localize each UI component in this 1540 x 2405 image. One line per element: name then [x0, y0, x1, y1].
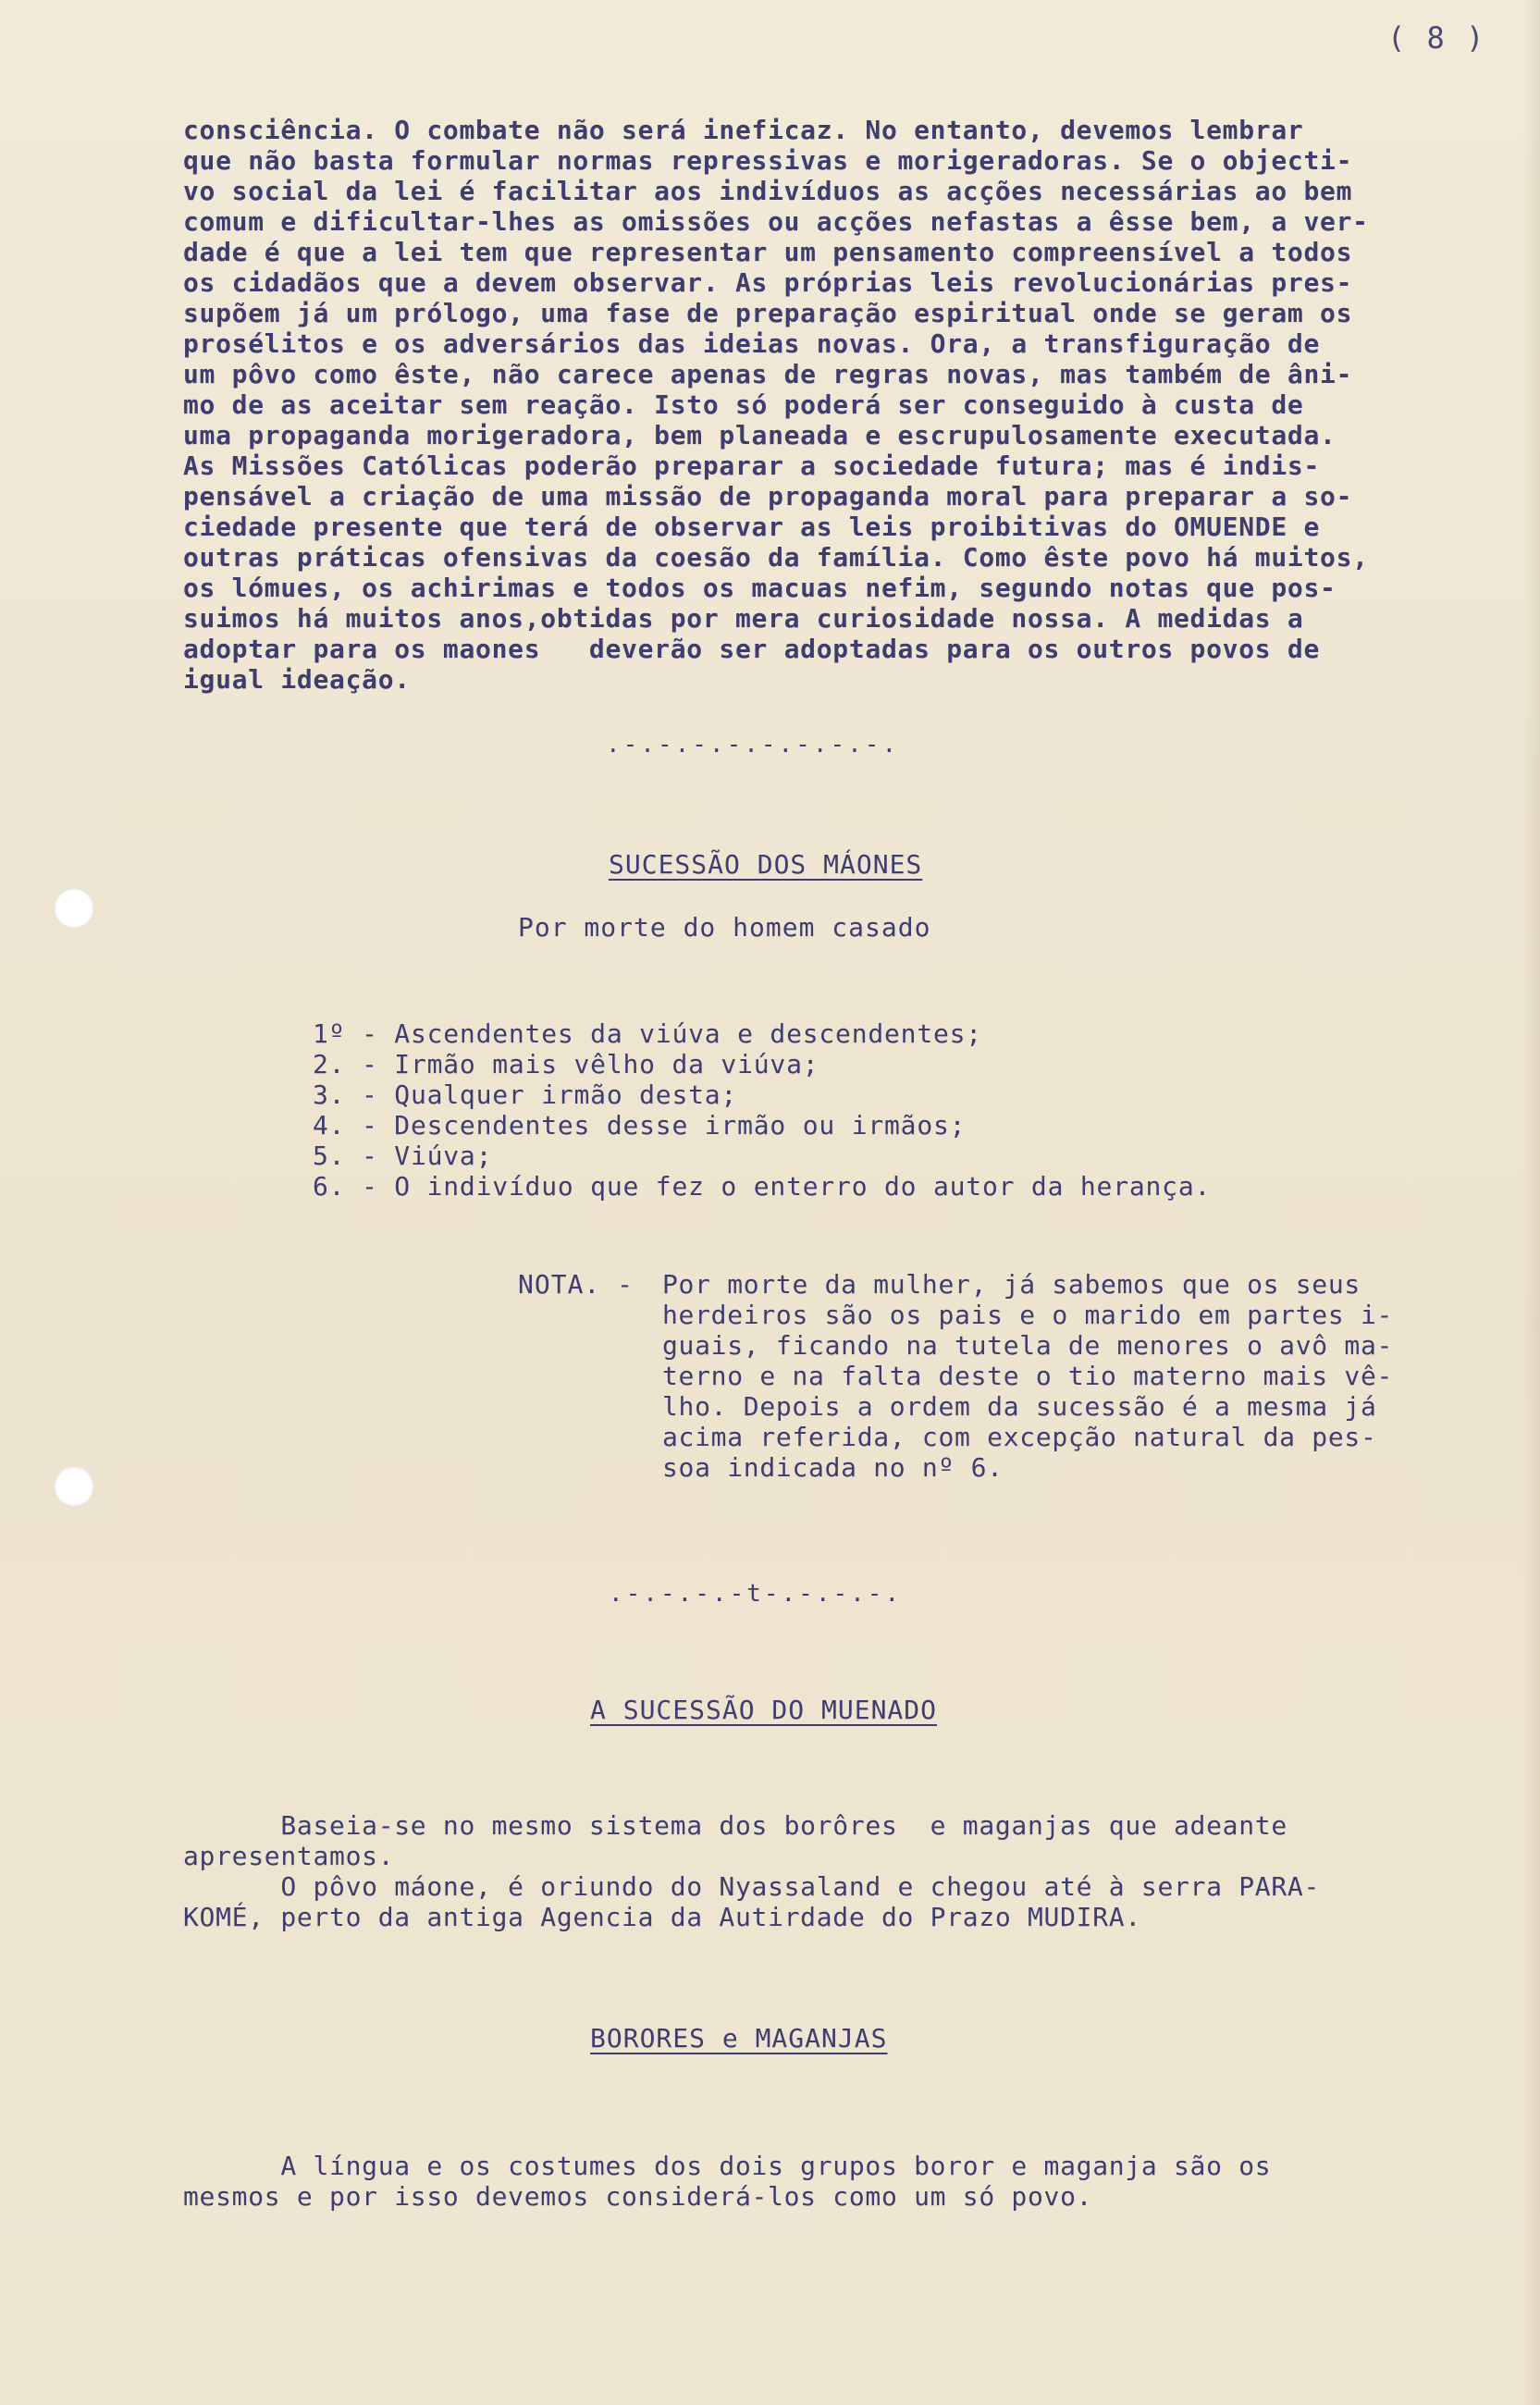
section-title-sucessao-dos-maones: SUCESSÃO DOS MÁONES — [609, 849, 923, 880]
section-title-borores-maganjas: BORORES e MAGANJAS — [590, 2023, 888, 2054]
lingua-paragraph: A língua e os costumes dos dois grupos boror e maganja são os mesmos e por isso devemos considerá-los como um só povo. — [183, 2151, 1272, 2212]
section-title-sucessao-do-muenado: A SUCESSÃO DO MUENADO — [590, 1695, 938, 1725]
list-item: 3. - Qualquer irmão desta; — [313, 1079, 738, 1110]
punch-hole-bottom — [54, 1466, 94, 1507]
separator-1: .-.-.-.-.-.-.-.-. — [606, 731, 900, 758]
punch-hole-top — [54, 888, 94, 929]
povo-origin-paragraph: O pôvo máone, é oriundo do Nyassaland e chegou até à serra PARA- KOMÉ, perto da antiga Agencia da Autirdade do Prazo MUDIRA. — [183, 1871, 1321, 1932]
paper-edge-shadow — [1523, 0, 1540, 2405]
muenado-paragraph: Baseia-se no mesmo sistema dos borôres e maganjas que adeante apresentamos. — [183, 1810, 1287, 1871]
list-item: 2. - Irmão mais vêlho da viúva; — [313, 1049, 819, 1079]
list-item: 6. - O indivíduo que fez o enterro do autor da herança. — [313, 1171, 1212, 1202]
list-item: 4. - Descendentes desse irmão ou irmãos; — [313, 1110, 967, 1141]
page-number: ( 8 ) — [1387, 20, 1486, 56]
note-text: Por morte da mulher, já sabemos que os seus herdeiros são os pais e o marido em partes i- guais, ficando na tutela de menores o avô ma- terno e na falta deste o tio materno mais vê- lho. Depois a ordem da sucessão é a mesma já acima referida, com excepção natural da pes- soa indicada no nº 6. — [662, 1269, 1394, 1483]
list-item: 5. - Viúva; — [313, 1141, 493, 1171]
section-subtitle: Por morte do homem casado — [518, 912, 931, 943]
note-label: NOTA. - — [518, 1269, 634, 1300]
list-item: 1º - Ascendentes da viúva e descendentes; — [313, 1018, 982, 1049]
succession-list — [313, 1018, 1211, 1202]
separator-2: .-.-.-.-t-.-.-.-. — [609, 1580, 903, 1608]
intro-paragraph: consciência. O combate não será ineficaz. No entanto, devemos lembrar que não basta formular normas repressivas e morigeradoras. Se o objecti- vo social da lei é facilitar aos indivíduos as acções necessárias ao bem comum e dificultar-lhes as omissões ou acções nefastas a êsse bem, a ver- dade é que a lei tem que representar um pensamento compreensível a todos os cidadãos que a devem observar. As próprias leis revolucionárias pres- supõem já um prólogo, uma fase de preparação espiritual onde se geram os prosélitos e os adversários das ideias novas. Ora, a transfiguração de um pôvo como êste, não carece apenas de regras novas, mas também de âni- mo de as aceitar sem reação. Isto só poderá ser conseguido à custa de uma propaganda morigeradora, bem planeada e escrupulosamente executada. As Missões Católicas poderão preparar a sociedade futura; mas é indis- pensável a criação de uma missão de propaganda moral para preparar a so- ciedade presente que terá de observar as leis proibitivas do OMUENDE e outras práticas ofensivas da coesão da família. Como êste povo há muitos, os lómues, os achirimas e todos os macuas nefim, segundo notas que pos- suimos há muitos anos,obtidas por mera curiosidade nossa. A medidas a adoptar para os maones deverão ser adoptadas para os outros povos de igual ideação. — [183, 115, 1369, 695]
